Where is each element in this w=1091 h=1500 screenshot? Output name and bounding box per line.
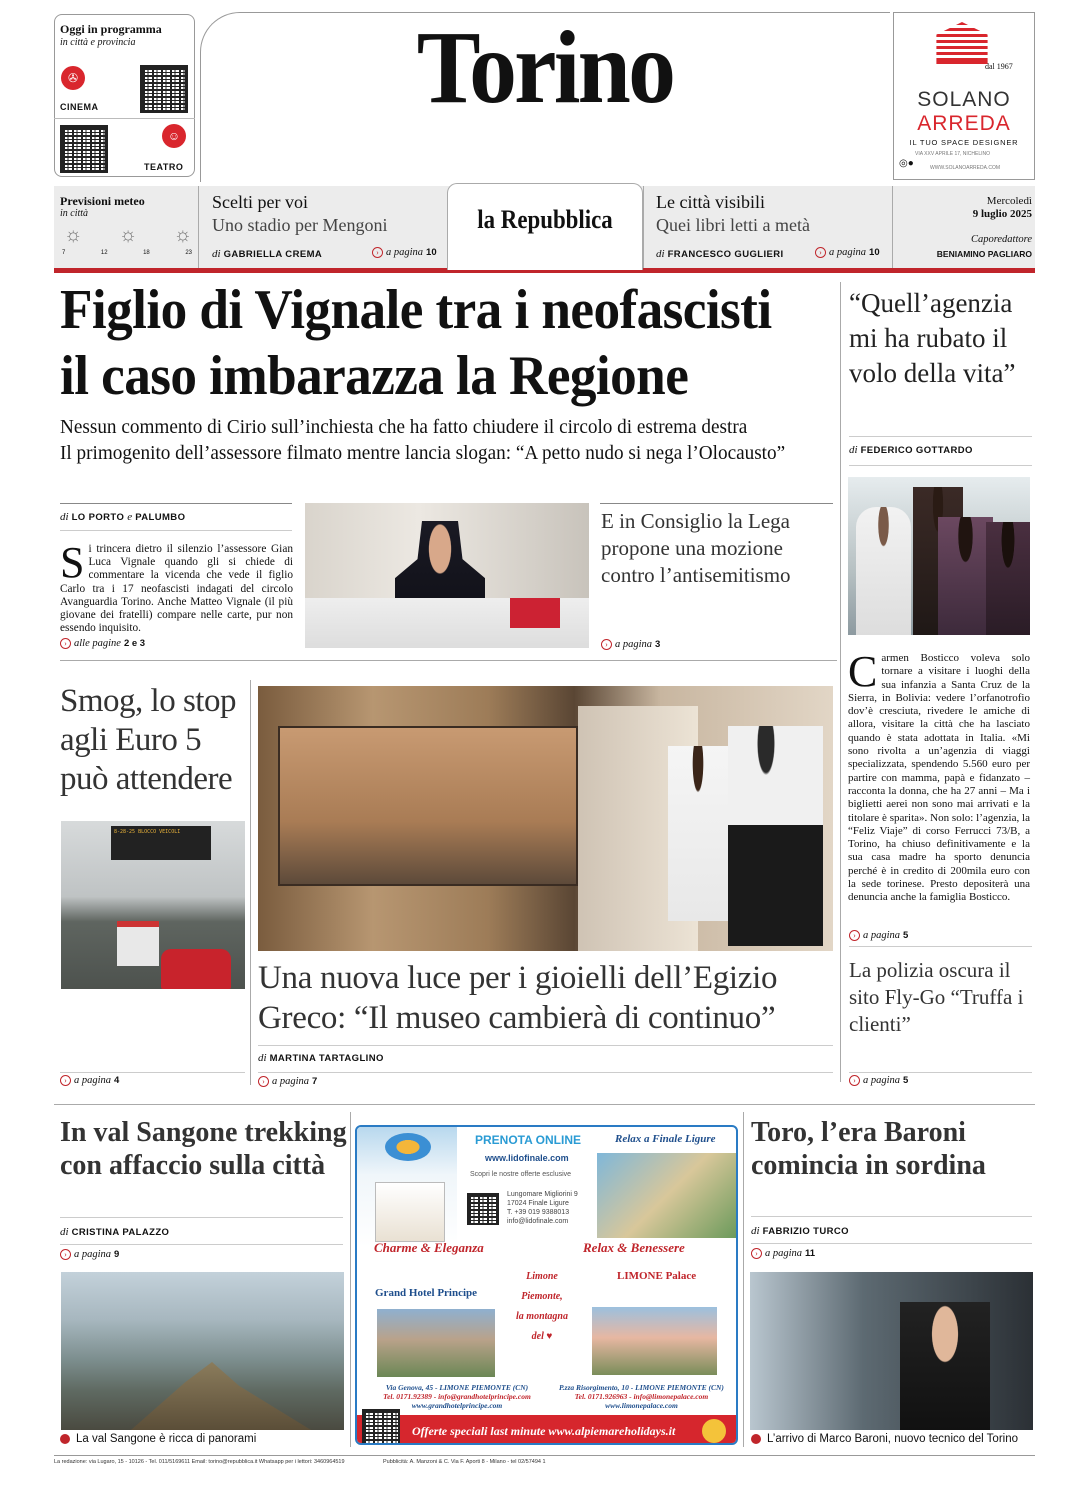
footer-redazione: La redazione: via Lugaro, 15 - 10126 - Tel. 011/5169611 Email: torino@repubblica.it Whatsapp per i lettori: 3460964519	[54, 1459, 345, 1465]
lido-qr-code[interactable]	[467, 1193, 499, 1225]
cinema-qr-code[interactable]	[140, 65, 188, 113]
agenzia-quote[interactable]: “Quell’agenzia mi ha rubato il volo della vita”	[849, 288, 1016, 388]
weekday: Mercoledì	[986, 195, 1032, 207]
masthead-title[interactable]: Torino	[416, 10, 674, 125]
arrow-icon: ›	[849, 930, 860, 941]
film-reel-icon[interactable]: ✇	[61, 66, 85, 90]
citta-page-link[interactable]: › a pagina 10	[815, 247, 880, 258]
lega-title[interactable]: E in Consiglio la Lega propone una mozione contro l’antisemitismo	[601, 509, 791, 587]
solano-address: VIA XXV APRILE 17, NICHELINO	[915, 151, 991, 157]
sangone-page-link[interactable]: › a pagina 9	[60, 1249, 119, 1260]
flygo-title[interactable]: La polizia oscura il sito Fly-Go “Truffa i clienti”	[849, 958, 1024, 1036]
toro-caption: L’arrivo di Marco Baroni, nuovo tecnico del Torino	[751, 1433, 1018, 1445]
bosticco-family-photo	[848, 477, 1030, 635]
camera-icon	[60, 1434, 70, 1444]
solano-site[interactable]: WWW.SOLANOARREDA.COM	[930, 165, 1001, 171]
solano-brand1: SOLANO	[917, 88, 1011, 111]
meteo-title: Previsioni meteo	[60, 194, 145, 208]
sun-icon: ☼	[118, 224, 138, 246]
lido-logo-icon	[385, 1133, 431, 1161]
lega-page-link[interactable]: › a pagina 3	[601, 639, 660, 650]
agenzia-byline: di FEDERICO GOTTARDO	[849, 444, 973, 456]
repubblica-logo[interactable]: la Repubblica	[477, 205, 613, 234]
citta-byline: di FRANCESCO GUGLIERI	[656, 248, 784, 260]
cinema-label[interactable]: CINEMA	[60, 102, 99, 112]
sangone-byline: di CRISTINA PALAZZO	[60, 1226, 170, 1238]
solano-since: dal 1967	[985, 62, 1013, 71]
citta-title[interactable]: Quei libri letti a metà	[656, 215, 810, 235]
citta-label[interactable]: Le città visibili	[656, 192, 765, 212]
lead-headline-2[interactable]: il caso imbarazza la Regione	[60, 345, 689, 407]
scelti-page-link[interactable]: › a pagina 10	[372, 247, 437, 258]
sun-icon: ☼	[173, 224, 192, 246]
arrow-icon: ›	[372, 247, 383, 258]
teatro-label[interactable]: TEATRO	[144, 162, 184, 172]
capo-name: BENIAMINO PAGLIARO	[936, 249, 1032, 259]
offerte-qr-code[interactable]	[362, 1409, 400, 1445]
lead-page-link[interactable]: › alle pagine 2 e 3	[60, 638, 145, 649]
programma-sub: in città e provincia	[60, 37, 136, 48]
egizio-title-1[interactable]: Una nuova luce per i gioielli dell’Egizio	[258, 960, 778, 996]
toro-title[interactable]: Toro, l’era Baroni comincia in sordina	[751, 1117, 986, 1181]
weather-icons	[64, 224, 192, 247]
sangone-title[interactable]: In val Sangone trekking con affaccio sulla città	[60, 1117, 347, 1181]
meteo-sub: in città	[60, 208, 89, 219]
arrow-icon: ›	[849, 1075, 860, 1086]
egizio-page-link[interactable]: › a pagina 7	[258, 1076, 317, 1087]
sangone-photo	[61, 1272, 344, 1430]
toro-page-link[interactable]: › a pagina 11	[751, 1248, 815, 1259]
egizio-photo	[258, 686, 833, 951]
hotel-ad[interactable]: PRENOTA ONLINE Relax a Finale Ligure www.lidofinale.com Scopri le nostre offerte esclusive Lungomare Migliorini 9 17024 Finale Ligure T. +39 019 9388013 info@lidofinale.com Charme & Eleganza Relax & Benessere Grand Hotel Principe LIMONE Palace Limone Piemonte, la montagna del ♥ Via Genova, 45 - LIMONE PIEMONTE (CN) Tel. 0171.92389 - info@grandhotelprincipe.com www.grandhotelprincipe.com P.zza Risorgimento, 10 - LIMONE PIEMONTE (CN) Tel. 0171.926963 - info@limonepalace.com www.limonepalace.com Offerte speciali last minute www.alpiemareholidays.it	[355, 1125, 738, 1445]
weather-hours: 7 12 18 23	[62, 250, 192, 256]
egizio-title-2[interactable]: Greco: “Il museo cambierà di continuo”	[258, 1000, 776, 1036]
capo-label: Caporedattore	[970, 234, 1032, 245]
smog-page-link[interactable]: › a pagina 4	[60, 1075, 119, 1086]
solano-tagline: IL TUO SPACE DESIGNER	[909, 138, 1019, 147]
arrow-icon: ›	[60, 638, 71, 649]
social-icons[interactable]: ◎●	[899, 158, 914, 169]
scelti-byline: di GABRIELLA CREMA	[212, 248, 323, 260]
date: 9 luglio 2025	[972, 208, 1032, 220]
arrow-icon: ›	[60, 1075, 71, 1086]
teatro-qr-code[interactable]	[60, 125, 108, 173]
sun-icon: ☼	[64, 224, 83, 246]
lead-sub-1: Nessun commento di Cirio sull’inchiesta che ha fatto chiudere il circolo di estrema destra	[60, 416, 748, 438]
footer-pubblicita: Pubblicità: A. Manzoni & C. Via F. Aporti 8 - Milano - tel 02/57494 1	[383, 1459, 546, 1465]
agenzia-body: Carmen Bosticco voleva solo tornare a visitare i luoghi della sua infanzia a Santa Cruz de la Sierra, in Bolivia: vedere l’orfanotrofio dov’è cresciuta, rivedere le amiche di allora, visitare la città che ha lasciato quando è stata adottata in Italia. «Mi sono rivolta a un’agenzia di viaggi specializzata, spendendo 5.560 euro per partire con mamma, papà e fidanzato – racconta la donna, che ha 27 anni – Ma i biglietti aerei non sono mai arrivati e la titolare è sparita». Non solo: l’agenzia, la “Feliz Viaje” di corso Ferrucci 73/B, a Torino, ha chiuso definitivamente e la sua casa madre ha sporto denuncia perché è in credito di 200mila euro con la sede torinese. Presto depositerà una denuncia anche la famiglia Bosticco.	[848, 647, 1030, 904]
scelti-label[interactable]: Scelti per voi	[212, 192, 308, 212]
lead-byline: di LO PORTO e PALUMBO	[60, 511, 186, 523]
smog-photo: 8-28-25 BLOCCO VEICOLI	[61, 821, 245, 989]
lead-body: Si trincera dietro il silenzio l’assessore Gian Luca Vignale quando gli si chiede di commentare la vicenda che vede il figlio Carlo tra i 17 neofascisti indagati del circolo Avanguardia Torino. Anche Matteo Vignale (il più giovane dei fratelli) compare nelle carte, pur non essendo inquisito.	[60, 538, 293, 635]
lead-sub-2: Il primogenito dell’assessore filmato mentre lancia slogan: “A petto nudo si nega l’Olocausto”	[60, 442, 786, 464]
programma-title: Oggi in programma	[60, 22, 162, 36]
arrow-icon: ›	[751, 1248, 762, 1259]
sangone-caption: La val Sangone è ricca di panorami	[60, 1433, 256, 1445]
toro-byline: di FABRIZIO TURCO	[751, 1225, 849, 1237]
arrow-icon: ›	[258, 1076, 269, 1087]
flygo-page-link[interactable]: › a pagina 5	[849, 1075, 908, 1086]
scelti-title[interactable]: Uno stadio per Mengoni	[212, 215, 388, 235]
smog-title[interactable]: Smog, lo stop agli Euro 5 può attendere	[60, 683, 236, 797]
egizio-byline: di MARTINA TARTAGLINO	[258, 1052, 384, 1064]
baroni-photo	[750, 1272, 1033, 1430]
arrow-icon: ›	[815, 247, 826, 258]
agenzia-page-link[interactable]: › a pagina 5	[849, 930, 908, 941]
vignale-photo	[305, 503, 589, 648]
arrow-icon: ›	[60, 1249, 71, 1260]
lead-headline-1[interactable]: Figlio di Vignale tra i neofascisti	[60, 279, 772, 341]
arrow-icon: ›	[601, 639, 612, 650]
solano-brand2: ARREDA	[917, 112, 1011, 135]
theatre-mask-icon[interactable]: ☺	[162, 124, 186, 148]
camera-icon	[751, 1434, 761, 1444]
